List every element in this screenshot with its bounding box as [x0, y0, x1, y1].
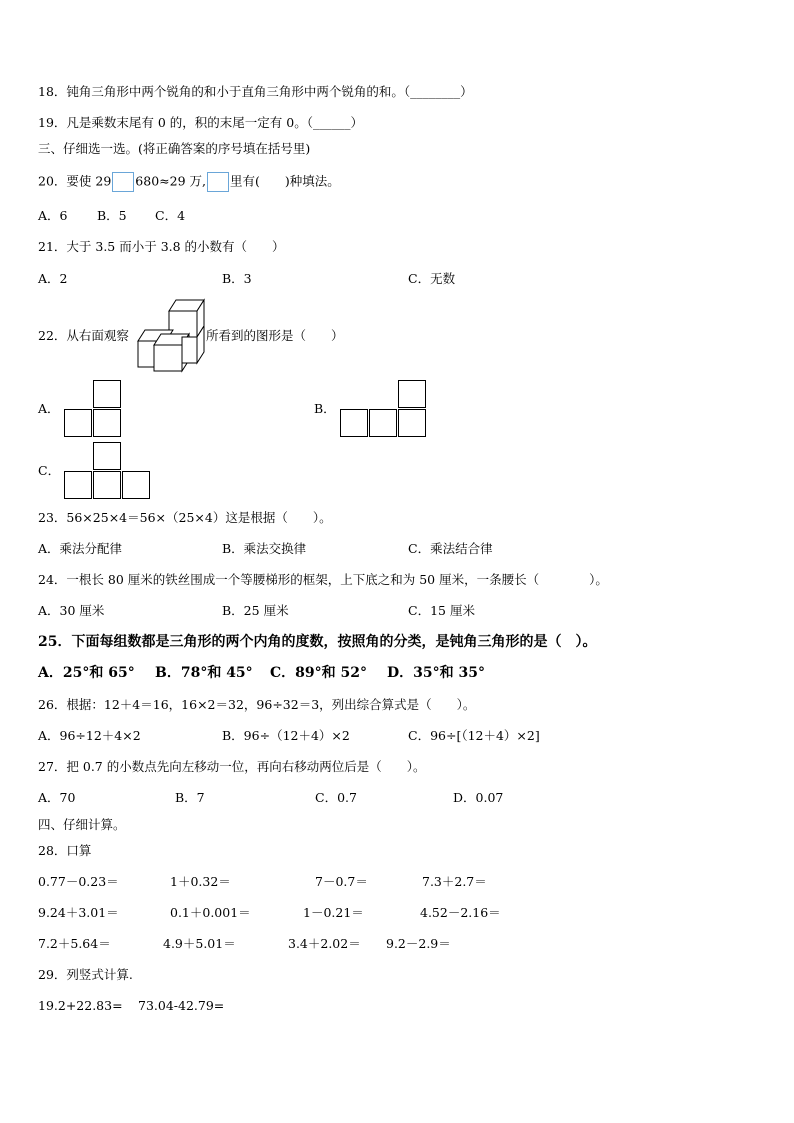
question-23: 23．56×25×4＝56×（25×4）这是根据（ ）。	[38, 510, 332, 525]
q20-option-a[interactable]: A．6	[38, 208, 68, 223]
question-20	[38, 172, 340, 192]
q28-item: 9.24＋3.01＝	[38, 905, 119, 920]
q27-option-a[interactable]: A．70	[38, 790, 76, 805]
question-24: 24．一根长 80 厘米的铁丝围成一个等腰梯形的框架，上下底之和为 50 厘米，一条腰长（ ）。	[38, 572, 608, 587]
question-29: 29．列竖式计算.	[38, 967, 133, 982]
q22-text-b: 所看到的图形是（ ）	[206, 328, 344, 343]
q29-item: 19.2+22.83=	[38, 998, 123, 1013]
q22-text-a: 22．从右面观察	[38, 328, 129, 343]
q27-option-c[interactable]: C．0.7	[315, 790, 357, 805]
q26-option-c[interactable]: C．96÷[（12＋4）×2]	[408, 728, 540, 743]
q28-item: 3.4＋2.02＝	[288, 936, 361, 951]
q27-option-d[interactable]: D．0.07	[453, 790, 504, 805]
q21-option-b[interactable]: B．3	[222, 271, 252, 286]
q29-item: 73.04-42.79=	[138, 998, 225, 1013]
q25-option-a[interactable]: A．25°和 65°	[38, 665, 135, 681]
q28-item: 1＋0.32＝	[170, 874, 231, 889]
section-3-heading: 三、仔细选一选。(将正确答案的序号填在括号里)	[38, 141, 311, 156]
q23-option-a[interactable]: A．乘法分配律	[38, 541, 123, 556]
question-26: 26．根据：12＋4＝16，16×2＝32，96÷32＝3，列出综合算式是（ ）。	[38, 697, 476, 712]
q28-item: 1－0.21＝	[303, 905, 364, 920]
q28-item: 7.2＋5.64＝	[38, 936, 111, 951]
q21-option-a[interactable]: A．2	[38, 271, 68, 286]
q22-option-a[interactable]: A．	[38, 401, 60, 416]
q25-option-d[interactable]: D．35°和 35°	[387, 665, 485, 681]
q28-item: 7－0.7＝	[315, 874, 368, 889]
q20-part-a: 20．要使 29	[38, 173, 112, 189]
q24-option-a[interactable]: A．30 厘米	[38, 603, 105, 618]
q27-option-b[interactable]: B．7	[175, 790, 205, 805]
q20-part-b: 680≈29 万,	[135, 173, 206, 189]
q23-option-c[interactable]: C．乘法结合律	[408, 541, 493, 556]
question-21: 21．大于 3.5 而小于 3.8 的小数有（ ）	[38, 239, 285, 254]
q24-option-c[interactable]: C．15 厘米	[408, 603, 475, 618]
question-28: 28．口算	[38, 843, 92, 858]
q25-option-c[interactable]: C．89°和 52°	[270, 665, 367, 681]
question-18: 18．钝角三角形中两个锐角的和小于直角三角形中两个锐角的和。（________）	[38, 84, 473, 99]
q26-option-b[interactable]: B．96÷（12＋4）×2	[222, 728, 350, 743]
question-19: 19．凡是乘数末尾有 0 的，积的末尾一定有 0。（______）	[38, 115, 363, 130]
blank-box[interactable]	[112, 172, 134, 192]
q20-option-c[interactable]: C．4	[155, 208, 186, 223]
question-25: 25．下面每组数都是三角形的两个内角的度数，按照角的分类，是钝角三角形的是（ ）。	[38, 634, 597, 650]
q20-option-b[interactable]: B．5	[97, 208, 127, 223]
q23-option-b[interactable]: B．乘法交换律	[222, 541, 307, 556]
q26-option-a[interactable]: A．96÷12＋4×2	[38, 728, 141, 743]
q22-option-b[interactable]: B．	[314, 401, 336, 416]
q28-item: 7.3＋2.7＝	[422, 874, 487, 889]
blank-box[interactable]	[207, 172, 229, 192]
question-27: 27．把 0.7 的小数点先向左移动一位，再向右移动两位后是（ ）。	[38, 759, 426, 774]
q21-option-c[interactable]: C．无数	[408, 271, 456, 286]
q24-option-b[interactable]: B．25 厘米	[222, 603, 289, 618]
cube-stack-figure	[136, 297, 206, 373]
q28-item: 0.1＋0.001＝	[170, 905, 251, 920]
q20-part-c: 里有( )种填法。	[229, 173, 340, 189]
q28-item: 9.2－2.9＝	[386, 936, 451, 951]
q22-option-c[interactable]: C．	[38, 463, 61, 478]
section-4-heading: 四、仔细计算。	[38, 817, 126, 832]
q28-item: 4.52－2.16＝	[420, 905, 501, 920]
q25-option-b[interactable]: B．78°和 45°	[155, 665, 253, 681]
q28-item: 4.9＋5.01＝	[163, 936, 236, 951]
q28-item: 0.77－0.23＝	[38, 874, 119, 889]
